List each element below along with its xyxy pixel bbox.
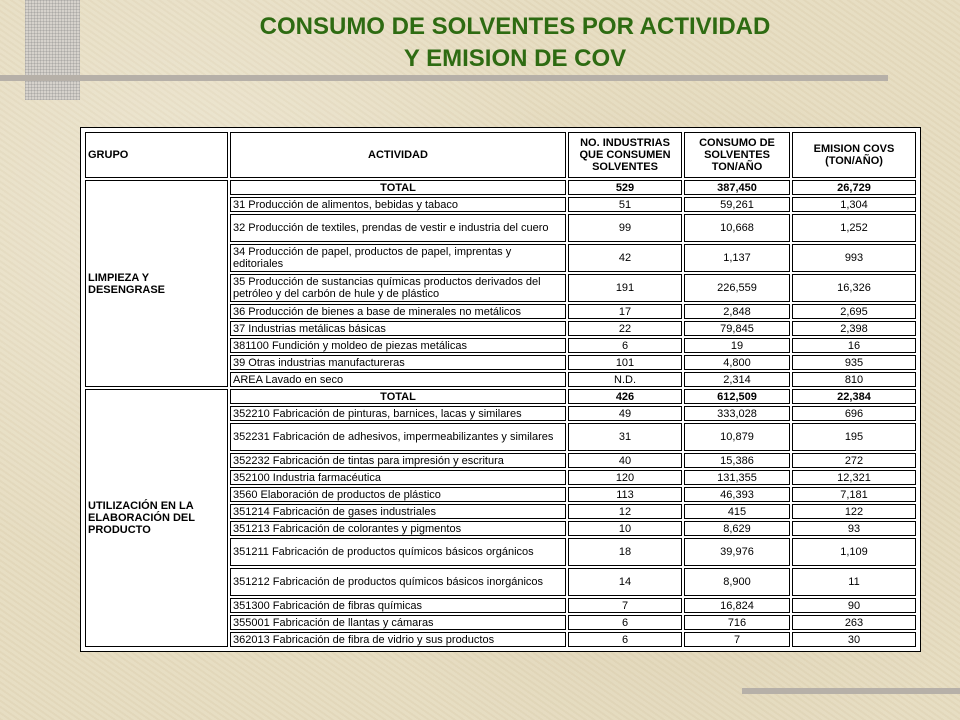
actividad-cell: 352100 Industria farmacéutica (230, 470, 566, 485)
actividad-cell: 36 Producción de bienes a base de minerales no metálicos (230, 304, 566, 319)
header-consumo: CONSUMO DE SOLVENTES TON/AÑO (684, 132, 790, 178)
consumo-cell: 387,450 (684, 180, 790, 195)
consumo-cell: 15,386 (684, 453, 790, 468)
industrias-cell: 14 (568, 568, 682, 596)
solvents-table-frame (80, 127, 921, 652)
industrias-cell: 426 (568, 389, 682, 404)
emision-cell: 2,695 (792, 304, 916, 319)
industrias-cell: 51 (568, 197, 682, 212)
industrias-cell: 99 (568, 214, 682, 242)
emision-cell: 1,252 (792, 214, 916, 242)
consumo-cell: 612,509 (684, 389, 790, 404)
actividad-cell: 351213 Fabricación de colorantes y pigmentos (230, 521, 566, 536)
emision-cell: 1,304 (792, 197, 916, 212)
emision-cell: 696 (792, 406, 916, 421)
consumo-cell: 79,845 (684, 321, 790, 336)
consumo-cell: 7 (684, 632, 790, 647)
industrias-cell: 191 (568, 274, 682, 302)
bottom-divider-line (742, 688, 960, 694)
corner-decoration (25, 0, 80, 100)
actividad-cell: 362013 Fabricación de fibra de vidrio y sus productos (230, 632, 566, 647)
industrias-cell: 18 (568, 538, 682, 566)
consumo-cell: 46,393 (684, 487, 790, 502)
consumo-cell: 333,028 (684, 406, 790, 421)
consumo-cell: 716 (684, 615, 790, 630)
total-row (85, 389, 916, 404)
actividad-cell: 352231 Fabricación de adhesivos, impermeabilizantes y similares (230, 423, 566, 451)
actividad-cell: 34 Producción de papel, productos de papel, imprentas y editoriales (230, 244, 566, 272)
emision-cell: 26,729 (792, 180, 916, 195)
industrias-cell: 31 (568, 423, 682, 451)
consumo-cell: 8,900 (684, 568, 790, 596)
group-name-cell: UTILIZACIÓN EN LA ELABORACIÓN DEL PRODUCTO (85, 389, 228, 647)
industrias-cell: 17 (568, 304, 682, 319)
industrias-cell: 42 (568, 244, 682, 272)
actividad-cell: 31 Producción de alimentos, bebidas y tabaco (230, 197, 566, 212)
industrias-cell: 49 (568, 406, 682, 421)
group-name-cell: LIMPIEZA Y DESENGRASE (85, 180, 228, 387)
emision-cell: 263 (792, 615, 916, 630)
actividad-cell: 39 Otras industrias manufactureras (230, 355, 566, 370)
industrias-cell: 6 (568, 632, 682, 647)
actividad-cell: 352232 Fabricación de tintas para impresión y escritura (230, 453, 566, 468)
consumo-cell: 4,800 (684, 355, 790, 370)
industrias-cell: 10 (568, 521, 682, 536)
consumo-cell: 59,261 (684, 197, 790, 212)
emision-cell: 22,384 (792, 389, 916, 404)
emision-cell: 16 (792, 338, 916, 353)
emision-cell: 195 (792, 423, 916, 451)
consumo-cell: 19 (684, 338, 790, 353)
actividad-cell: 351211 Fabricación de productos químicos básicos orgánicos (230, 538, 566, 566)
consumo-cell: 131,355 (684, 470, 790, 485)
top-divider-line (0, 75, 888, 81)
consumo-cell: 39,976 (684, 538, 790, 566)
actividad-cell: 352210 Fabricación de pinturas, barnices, lacas y similares (230, 406, 566, 421)
actividad-cell: 351212 Fabricación de productos químicos básicos inorgánicos (230, 568, 566, 596)
header-row (85, 132, 916, 178)
page-title-line1: CONSUMO DE SOLVENTES POR ACTIVIDAD (259, 13, 771, 40)
emision-cell: 90 (792, 598, 916, 613)
actividad-cell: 355001 Fabricación de llantas y cámaras (230, 615, 566, 630)
consumo-cell: 2,848 (684, 304, 790, 319)
consumo-cell: 1,137 (684, 244, 790, 272)
industrias-cell: 6 (568, 615, 682, 630)
industrias-cell: N.D. (568, 372, 682, 387)
industrias-cell: 7 (568, 598, 682, 613)
emision-cell: 30 (792, 632, 916, 647)
industrias-cell: 101 (568, 355, 682, 370)
actividad-cell: 351300 Fabricación de fibras químicas (230, 598, 566, 613)
solvents-table (83, 130, 918, 649)
header-emision: EMISION COVS (TON/AÑO) (792, 132, 916, 178)
emision-cell: 1,109 (792, 538, 916, 566)
header-industrias: NO. INDUSTRIAS QUE CONSUMEN SOLVENTES (568, 132, 682, 178)
consumo-cell: 8,629 (684, 521, 790, 536)
actividad-cell: 381100 Fundición y moldeo de piezas metálicas (230, 338, 566, 353)
industrias-cell: 529 (568, 180, 682, 195)
actividad-cell: 35 Producción de sustancias químicas productos derivados del petróleo y del carbón de hule y de plástico (230, 274, 566, 302)
emision-cell: 122 (792, 504, 916, 519)
actividad-cell: TOTAL (230, 180, 566, 195)
emision-cell: 93 (792, 521, 916, 536)
header-grupo: GRUPO (85, 132, 228, 178)
actividad-cell: 32 Producción de textiles, prendas de vestir e industria del cuero (230, 214, 566, 242)
industrias-cell: 22 (568, 321, 682, 336)
total-row (85, 180, 916, 195)
emision-cell: 11 (792, 568, 916, 596)
consumo-cell: 226,559 (684, 274, 790, 302)
emision-cell: 12,321 (792, 470, 916, 485)
consumo-cell: 10,879 (684, 423, 790, 451)
consumo-cell: 10,668 (684, 214, 790, 242)
industrias-cell: 6 (568, 338, 682, 353)
industrias-cell: 40 (568, 453, 682, 468)
actividad-cell: 3560 Elaboración de productos de plástico (230, 487, 566, 502)
emision-cell: 810 (792, 372, 916, 387)
emision-cell: 935 (792, 355, 916, 370)
industrias-cell: 120 (568, 470, 682, 485)
table-body (85, 180, 916, 647)
header-actividad: ACTIVIDAD (230, 132, 566, 178)
emision-cell: 993 (792, 244, 916, 272)
emision-cell: 16,326 (792, 274, 916, 302)
consumo-cell: 415 (684, 504, 790, 519)
industrias-cell: 113 (568, 487, 682, 502)
consumo-cell: 16,824 (684, 598, 790, 613)
emision-cell: 272 (792, 453, 916, 468)
actividad-cell: AREA Lavado en seco (230, 372, 566, 387)
emision-cell: 7,181 (792, 487, 916, 502)
actividad-cell: 351214 Fabricación de gases industriales (230, 504, 566, 519)
emision-cell: 2,398 (792, 321, 916, 336)
industrias-cell: 12 (568, 504, 682, 519)
page-title-line2: Y EMISION DE COV (403, 45, 627, 72)
consumo-cell: 2,314 (684, 372, 790, 387)
actividad-cell: 37 Industrias metálicas básicas (230, 321, 566, 336)
actividad-cell: TOTAL (230, 389, 566, 404)
